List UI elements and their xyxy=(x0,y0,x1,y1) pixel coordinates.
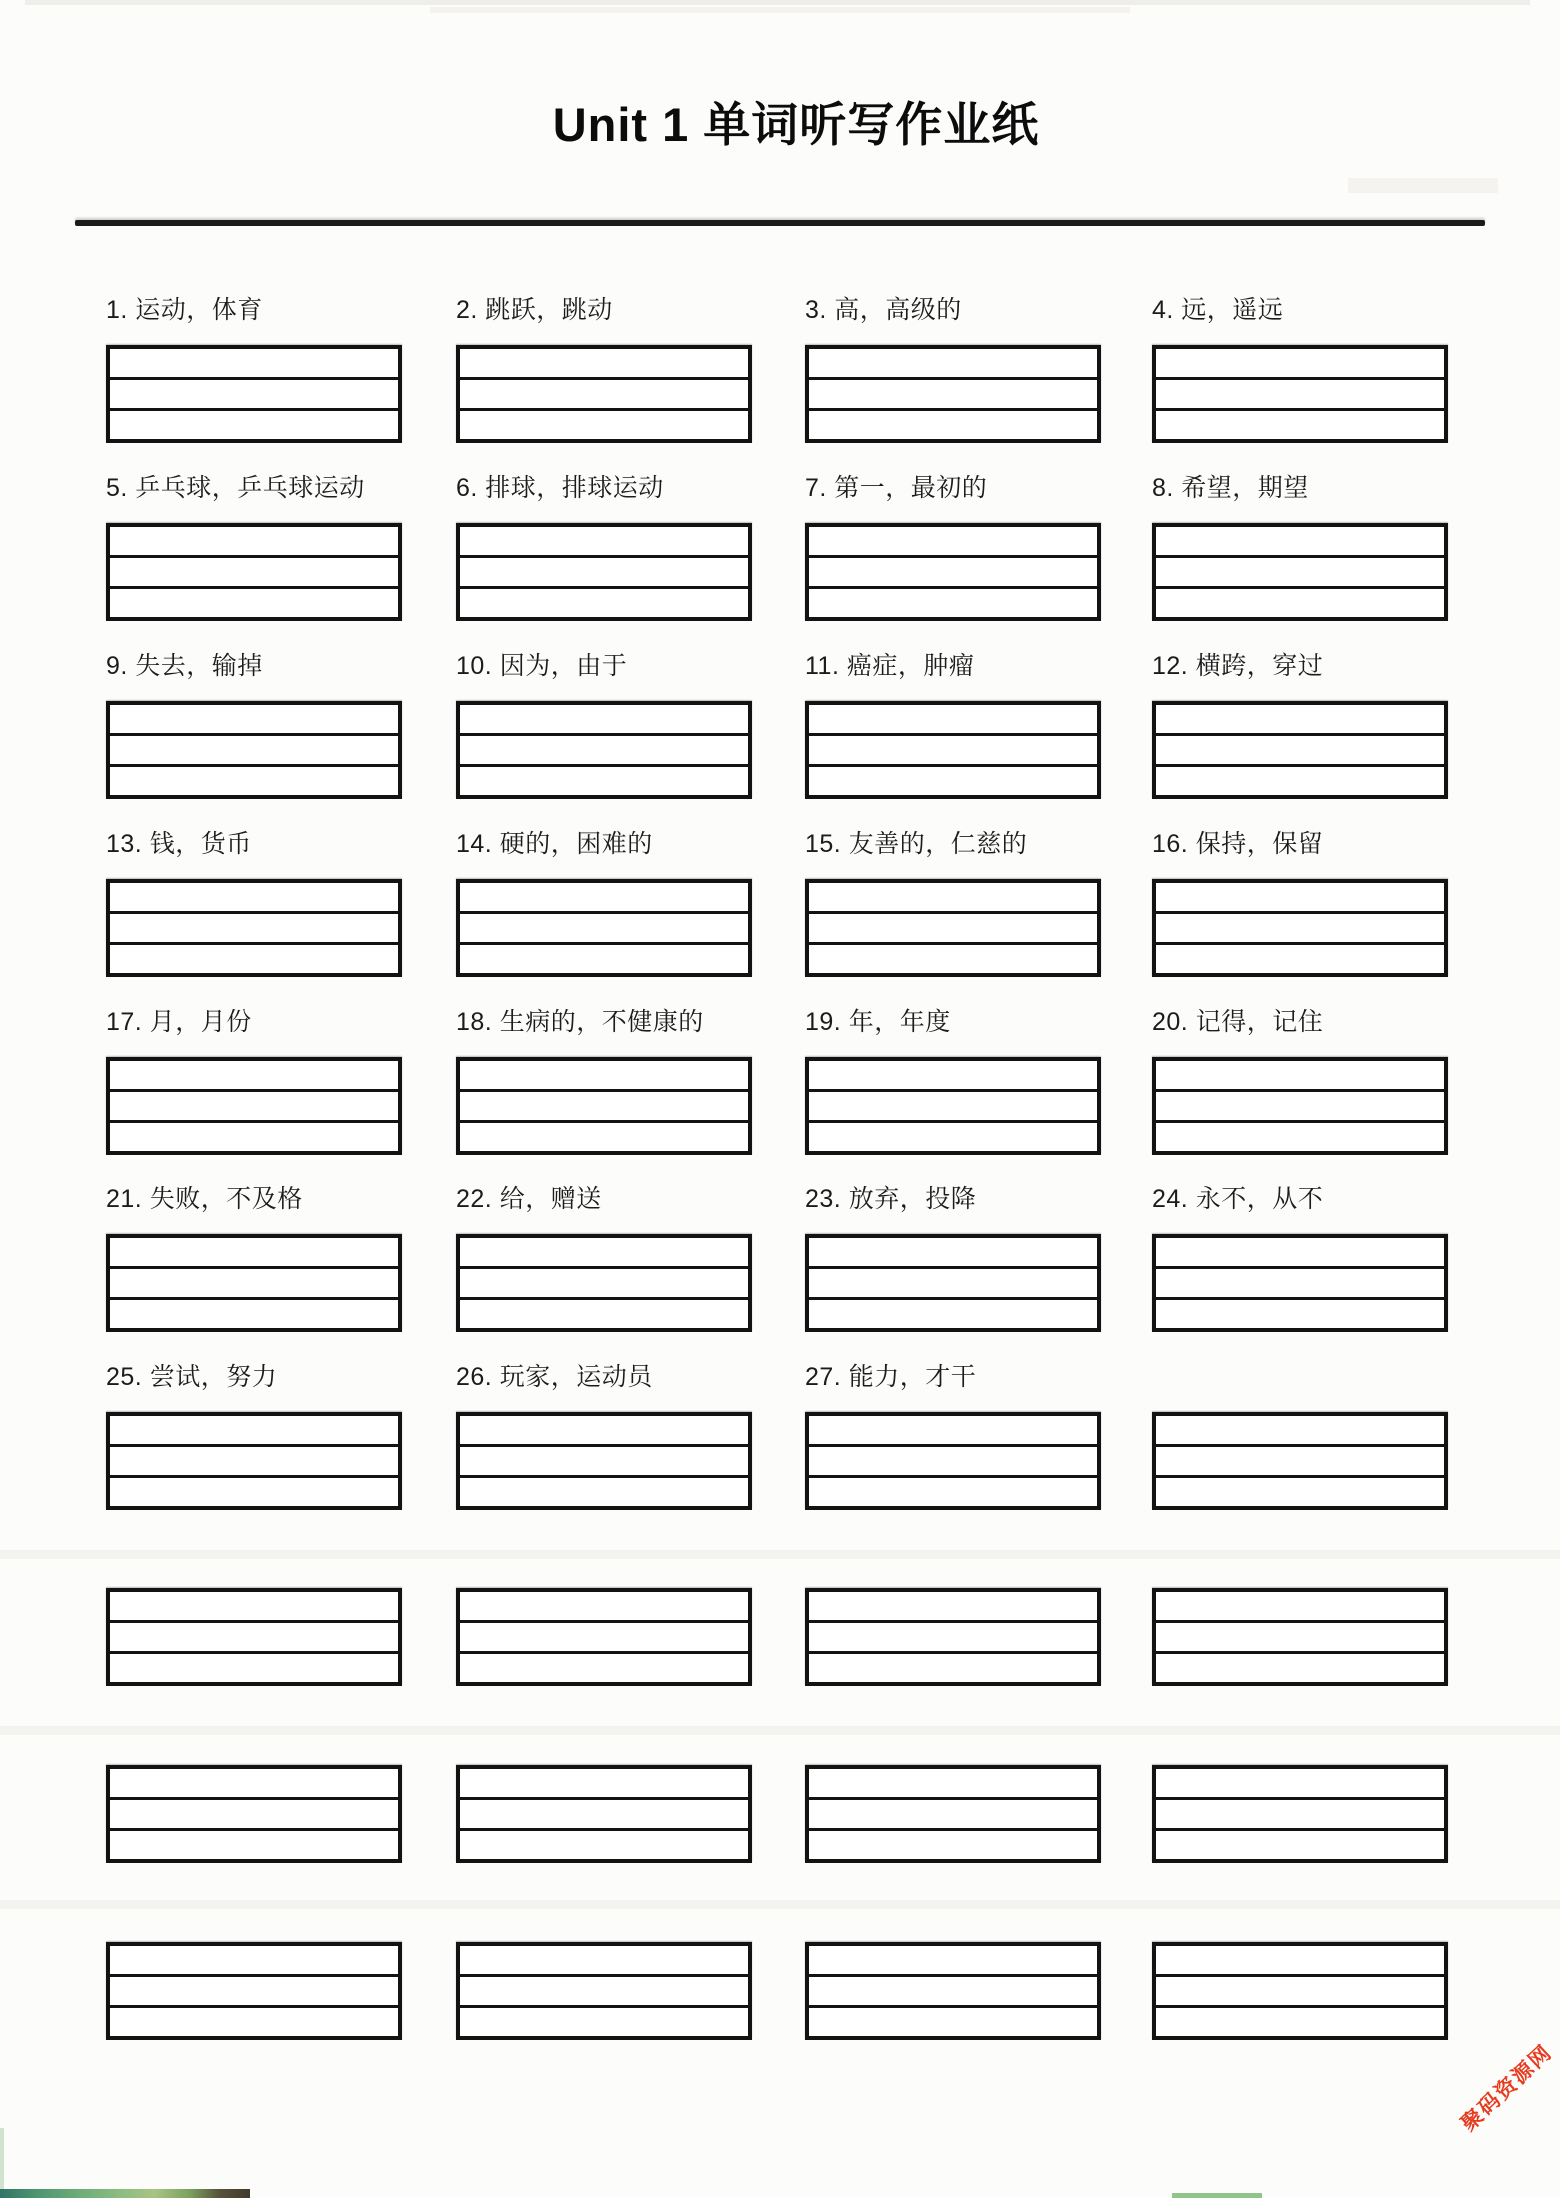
answer-box-line xyxy=(808,1620,1098,1623)
answer-box-line xyxy=(459,586,749,589)
answer-box-line xyxy=(459,733,749,736)
answer-box xyxy=(805,1765,1101,1863)
item-label: 2. 跳跃，跳动 xyxy=(456,296,613,324)
answer-box-line xyxy=(459,1120,749,1123)
answer-box xyxy=(456,1765,752,1863)
item-label: 25. 尝试，努力 xyxy=(106,1363,278,1391)
answer-box-line xyxy=(109,555,399,558)
item-label: 4. 远，遥远 xyxy=(1152,296,1284,324)
scan-artifact-bottom-left-photo-strip xyxy=(0,2189,250,2198)
item-label: 19. 年，年度 xyxy=(805,1008,951,1036)
answer-box xyxy=(456,1057,752,1155)
answer-box-line xyxy=(109,586,399,589)
answer-box xyxy=(106,1412,402,1510)
answer-box-line xyxy=(808,586,1098,589)
item-label: 12. 横跨，穿过 xyxy=(1152,652,1324,680)
answer-box-line xyxy=(109,911,399,914)
item-label: 13. 钱，货币 xyxy=(106,830,252,858)
answer-box xyxy=(106,879,402,977)
answer-box-line xyxy=(459,1797,749,1800)
answer-box-line xyxy=(459,377,749,380)
answer-box-line xyxy=(1155,1297,1445,1300)
answer-box-line xyxy=(808,1120,1098,1123)
answer-box xyxy=(106,1234,402,1332)
item-label: 16. 保持，保留 xyxy=(1152,830,1324,858)
answer-box xyxy=(805,701,1101,799)
answer-box-line xyxy=(109,942,399,945)
item-label: 15. 友善的，仁慈的 xyxy=(805,830,1028,858)
answer-box-line xyxy=(1155,377,1445,380)
answer-box-line xyxy=(1155,733,1445,736)
answer-box-line xyxy=(1155,1651,1445,1654)
answer-box xyxy=(456,345,752,443)
item-label: 23. 放弃，投降 xyxy=(805,1185,977,1213)
item-label: 5. 乒乓球，乒乓球运动 xyxy=(106,474,365,502)
answer-box-line xyxy=(459,1620,749,1623)
answer-box-line xyxy=(1155,1266,1445,1269)
answer-box-line xyxy=(109,733,399,736)
answer-box-line xyxy=(109,1089,399,1092)
answer-box-line xyxy=(1155,555,1445,558)
answer-box-line xyxy=(109,1120,399,1123)
answer-box-line xyxy=(808,2005,1098,2008)
answer-box xyxy=(1152,701,1448,799)
answer-box-line xyxy=(1155,1444,1445,1447)
item-label: 7. 第一，最初的 xyxy=(805,474,988,502)
answer-box-line xyxy=(808,733,1098,736)
answer-box xyxy=(805,1234,1101,1332)
answer-box xyxy=(1152,879,1448,977)
answer-box-line xyxy=(808,1475,1098,1478)
answer-box xyxy=(805,523,1101,621)
answer-box-line xyxy=(808,1297,1098,1300)
answer-box-line xyxy=(1155,1089,1445,1092)
answer-box xyxy=(456,1412,752,1510)
answer-box-line xyxy=(109,1828,399,1831)
answer-box-line xyxy=(109,1266,399,1269)
answer-box-line xyxy=(109,1651,399,1654)
answer-box-line xyxy=(459,1089,749,1092)
item-label: 9. 失去，输掉 xyxy=(106,652,263,680)
answer-box-line xyxy=(1155,764,1445,767)
answer-box-line xyxy=(109,1297,399,1300)
answer-box xyxy=(805,345,1101,443)
item-label: 26. 玩家，运动员 xyxy=(456,1363,653,1391)
page-title: Unit 1 单词听写作业纸 xyxy=(552,98,1040,151)
answer-box-line xyxy=(459,2005,749,2008)
answer-box-line xyxy=(808,555,1098,558)
answer-box-line xyxy=(459,1974,749,1977)
answer-box-line xyxy=(1155,1974,1445,1977)
answer-box-line xyxy=(109,764,399,767)
answer-box-line xyxy=(808,408,1098,411)
answer-box xyxy=(1152,1057,1448,1155)
item-label: 22. 给，赠送 xyxy=(456,1185,602,1213)
answer-box-line xyxy=(808,1266,1098,1269)
answer-box-line xyxy=(459,408,749,411)
answer-box xyxy=(456,1588,752,1686)
answer-box-line xyxy=(459,764,749,767)
item-label: 8. 希望，期望 xyxy=(1152,474,1309,502)
answer-box-line xyxy=(1155,1475,1445,1478)
answer-box xyxy=(456,523,752,621)
answer-box xyxy=(805,879,1101,977)
answer-box xyxy=(106,1765,402,1863)
answer-box-line xyxy=(109,2005,399,2008)
item-label: 24. 永不，从不 xyxy=(1152,1185,1324,1213)
answer-box-line xyxy=(109,1475,399,1478)
answer-box-line xyxy=(109,1974,399,1977)
answer-box-line xyxy=(1155,1828,1445,1831)
answer-box-line xyxy=(808,1444,1098,1447)
answer-box-line xyxy=(459,1444,749,1447)
answer-box xyxy=(106,1057,402,1155)
answer-box-line xyxy=(109,377,399,380)
answer-box xyxy=(456,879,752,977)
answer-box-line xyxy=(109,1797,399,1800)
item-label: 10. 因为，由于 xyxy=(456,652,628,680)
answer-box-line xyxy=(808,942,1098,945)
answer-box xyxy=(805,1942,1101,2040)
answer-box-line xyxy=(459,555,749,558)
answer-box xyxy=(1152,1234,1448,1332)
answer-box xyxy=(805,1057,1101,1155)
answer-box-line xyxy=(1155,2005,1445,2008)
answer-box xyxy=(456,1234,752,1332)
answer-box-line xyxy=(109,408,399,411)
answer-box xyxy=(1152,1412,1448,1510)
answer-box xyxy=(805,1412,1101,1510)
answer-box-line xyxy=(808,1089,1098,1092)
item-label: 3. 高，高级的 xyxy=(805,296,962,324)
answer-box xyxy=(106,701,402,799)
answer-box-line xyxy=(459,942,749,945)
answer-box xyxy=(1152,1588,1448,1686)
item-label: 20. 记得，记住 xyxy=(1152,1008,1324,1036)
answer-box xyxy=(106,1942,402,2040)
item-label: 11. 癌症，肿瘤 xyxy=(805,652,975,680)
answer-box xyxy=(1152,345,1448,443)
item-label: 18. 生病的，不健康的 xyxy=(456,1008,704,1036)
answer-box-line xyxy=(109,1444,399,1447)
answer-box xyxy=(1152,523,1448,621)
item-label: 17. 月，月份 xyxy=(106,1008,252,1036)
item-label: 14. 硬的，困难的 xyxy=(456,830,653,858)
answer-box-line xyxy=(808,1828,1098,1831)
answer-box-line xyxy=(808,764,1098,767)
item-label: 21. 失败，不及格 xyxy=(106,1185,303,1213)
answer-box-line xyxy=(1155,1120,1445,1123)
answer-box xyxy=(456,701,752,799)
answer-box-line xyxy=(459,1651,749,1654)
item-label: 1. 运动，体育 xyxy=(106,296,263,324)
scan-artifact-left-edge xyxy=(0,2128,4,2198)
answer-box-line xyxy=(1155,1620,1445,1623)
answer-box-line xyxy=(808,1974,1098,1977)
answer-box-line xyxy=(459,1475,749,1478)
answer-box-line xyxy=(459,1266,749,1269)
watermark: 聚码资源网 xyxy=(1457,2040,1557,2136)
answer-box-line xyxy=(459,1828,749,1831)
answer-box-line xyxy=(459,1297,749,1300)
answer-box-line xyxy=(109,1620,399,1623)
scan-artifact-bottom-green-patch xyxy=(1172,2193,1262,2198)
answer-box xyxy=(1152,1765,1448,1863)
answer-box-line xyxy=(1155,408,1445,411)
answer-box-line xyxy=(808,1651,1098,1654)
answer-box-line xyxy=(1155,586,1445,589)
answer-box xyxy=(805,1588,1101,1686)
answer-box-line xyxy=(808,911,1098,914)
answer-box-line xyxy=(1155,942,1445,945)
answer-box xyxy=(106,1588,402,1686)
item-label: 27. 能力，才干 xyxy=(805,1363,977,1391)
answer-box xyxy=(106,345,402,443)
answer-box xyxy=(106,523,402,621)
answer-box-line xyxy=(808,377,1098,380)
answer-box-line xyxy=(808,1797,1098,1800)
answer-box-line xyxy=(1155,1797,1445,1800)
answer-box xyxy=(1152,1942,1448,2040)
answer-box-line xyxy=(459,911,749,914)
answer-box xyxy=(456,1942,752,2040)
item-label: 6. 排球，排球运动 xyxy=(456,474,664,502)
answer-box-line xyxy=(1155,911,1445,914)
